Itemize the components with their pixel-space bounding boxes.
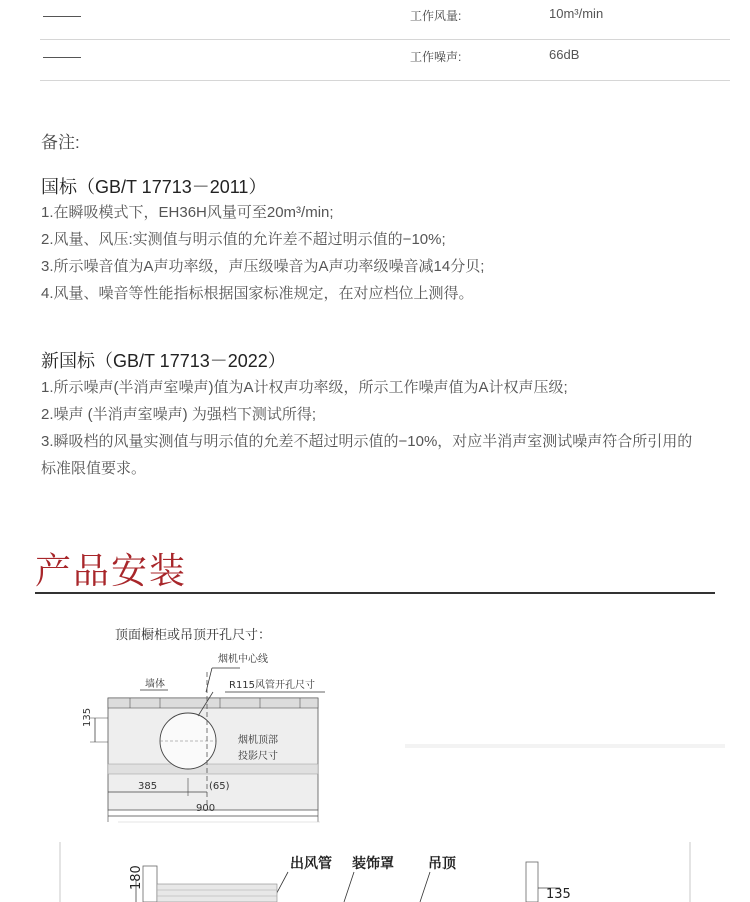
new-standard-line: 1.所示噪声(半消声室噪声)值为A计权声功率级，所示工作噪声值为A计权声压级; bbox=[41, 379, 568, 396]
old-standard-line: 3.所示噪音值为A声功率级，声压级噪音为A声功率级噪音减14分贝; bbox=[41, 258, 485, 275]
new-standard-line: 标准限值要求。 bbox=[41, 460, 147, 477]
divider bbox=[40, 80, 730, 81]
section-title: 产品安装 bbox=[35, 551, 188, 592]
dim-135: 135 bbox=[82, 707, 93, 727]
dim-385: 385 bbox=[138, 781, 158, 792]
dash bbox=[43, 16, 81, 17]
duct-label: 出风管 bbox=[290, 856, 332, 872]
old-standard-heading: 国标（GB/T 17713－2011） bbox=[41, 177, 267, 197]
divider bbox=[40, 39, 730, 40]
projection-label-2: 投影尺寸 bbox=[238, 751, 278, 762]
hole-label: R115风管开孔尺寸 bbox=[229, 680, 316, 691]
dim-65: (65) bbox=[209, 781, 230, 792]
cutout-diagram bbox=[0, 600, 750, 902]
spec-row-airflow bbox=[40, 2, 730, 40]
old-standard-line: 2.风量、风压:实测值与明示值的允许差不超过明示值的−10%; bbox=[41, 231, 446, 248]
dim-900: 900 bbox=[196, 803, 216, 814]
spec-row-noise bbox=[40, 43, 730, 81]
projection-label-1: 烟机顶部 bbox=[238, 735, 278, 746]
section-divider bbox=[35, 592, 715, 594]
spec-value: 10m³/min bbox=[549, 6, 604, 21]
old-standard-line: 4.风量、噪音等性能指标根据国家标准规定，在对应档位上测得。 bbox=[41, 285, 474, 302]
center-line-label: 烟机中心线 bbox=[218, 654, 268, 665]
ceiling-label: 吊顶 bbox=[428, 856, 456, 872]
dim-135-b: 135 bbox=[546, 887, 571, 902]
diagram-caption: 顶面橱柜或吊顶开孔尺寸： bbox=[115, 628, 272, 643]
spec-key: 工作风量: bbox=[410, 9, 462, 23]
new-standard-line: 2.噪声 (半消声室噪声) 为强档下测试所得; bbox=[41, 406, 317, 423]
remarks-title: 备注: bbox=[41, 133, 80, 152]
spec-value: 66dB bbox=[549, 47, 580, 62]
old-standard-line: 1.在瞬吸模式下，EH36H风量可至20m³/min; bbox=[41, 204, 334, 221]
dash bbox=[43, 57, 81, 58]
new-standard-heading: 新国标（GB/T 17713－2022） bbox=[41, 351, 286, 371]
cover-label: 装饰罩 bbox=[352, 856, 394, 872]
spec-key: 工作噪声: bbox=[410, 50, 462, 64]
new-standard-line: 3.瞬吸档的风量实测值与明示值的允差不超过明示值的−10%，对应半消声室测试噪声符合所引用的 bbox=[41, 433, 693, 450]
dim-180: 180 bbox=[129, 865, 144, 890]
wall-label: 墙体 bbox=[145, 679, 165, 690]
